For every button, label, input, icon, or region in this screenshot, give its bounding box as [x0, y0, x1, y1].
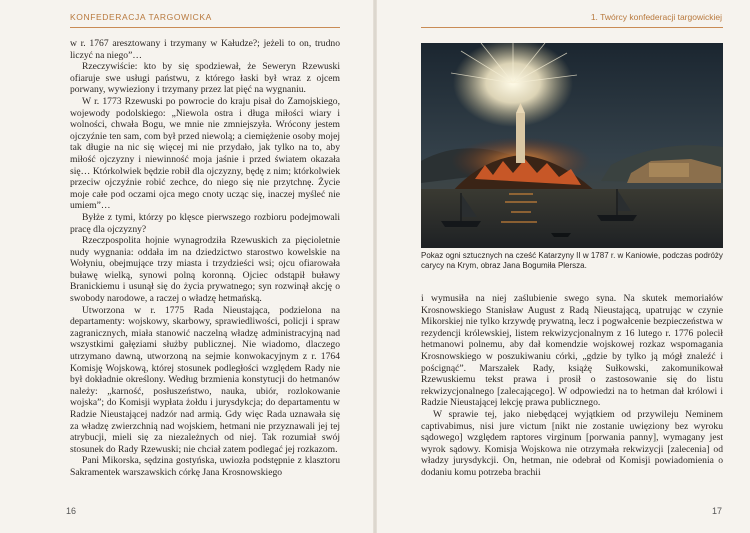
running-head-right: 1. Twórcy konfederacji targowickiej: [590, 12, 722, 22]
paragraph: Rzeczywiście: kto by się spodziewał, że Seweryn Rzewuski ofiaruje swe usługi państwu, z którego łaski był wraz z ojcem porwany, wywieziony i trzymany przez lat pięć na wygnaniu.: [70, 61, 340, 96]
running-head-left: KONFEDERACJA TARGOWICKA: [70, 12, 212, 22]
page-number-left: 16: [66, 506, 77, 516]
header-rule-left: [70, 27, 340, 28]
right-page: [377, 0, 750, 533]
figure-caption: Pokaz ogni sztucznych na cześć Katarzyny II w 1787 r. w Kaniowie, podczas podróży carycy na Krym, obraz Jana Bogumiła Plersza.: [421, 251, 723, 271]
paragraph: i wymusiła na niej zaślubienie swego syna. Na skutek memoriałów Krosnowskiego Stanisław August z Radą Nieustającą, upatrując w czynie Mikorskiej nie tylko krzywdę prywatną, lecz i pogwałcenie bezpieczeństwa w rezydencji królewskiej, listem rekwizycjonalnym z 16 lutego r. 1776 polecił hetmanowi polnemu, aby dał komendzie wojskowej rozkaz wspomagania Krosnowskiego w poszukiwaniu córki, „gdzie by tylko ją mógł znaleźć i poścignąć”. Marszałek Rady, książę Sułkowski, zakomunikował Rzewuskiemu tekst prawa i prosił o zastosowanie się do listu rekwizycjonalnego [zalecającego]. W odpowiedzi na to hetman dał królowi i Radzie Nieustającej lekcję prawa publicznego.: [421, 293, 723, 409]
paragraph: Pani Mikorska, sędzina gostyńska, uwiozła podstępnie z klasztoru Sakramentek warszawskich córkę Jana Krosnowskiego: [70, 455, 340, 478]
fireworks-painting: [421, 43, 723, 248]
left-page-body: [70, 38, 340, 479]
paragraph: W sprawie tej, jako niebędącej wyjątkiem od przywileju Neminem captivabimus, nisi jure victum [nikt nie zostanie uwięziony bez wyroku sądowego] względem raptores virginum [porwania panny], wymagany jest wyrok sądowy. Komisja Wojskowa nie otrzymała rekwizycji [zalecenia] od władzy jurysdykcji. On, hetman, nie odebrał od Komisji powiadomienia o dodaniu komu potrzeba brachii: [421, 408, 723, 478]
paragraph: Rzeczpospolita hojnie wynagrodziła Rzewuskich za pięcioletnie nudy wygnania: oddała im na dziedzictwo starostwo kowelskie na Wołyniu, obejmujące trzy miasta i trzydzieści wsi; ojcu ofiarowała buławę wielką, synowi polną koronną. Ojciec odstąpił buławy Branickiemu i usunął się do życia prywatnego; syn rozwinął akcję o swobody narodowe, a raczej o władzę hetmańską.: [70, 235, 340, 305]
paragraph: Utworzona w r. 1775 Rada Nieustająca, podzielona na departamenty: wojskowy, skarbowy, sprawiedliwości, policji i spraw zagranicznych, miała stanowić naczelną władzę administracyjną nad wszystkimi gałęziami służby publicznej. Nie wiadomo, dlaczego utrzymano dawną, utworzoną na sejmie konwokacyjnym z r. 1764 Komisję Wojskową, której stosunek podległości względem Rady nie był dokładnie określony. Według brzmienia konstytucji do hetmanów należy: „karność, posłuszeństwo, nauka, ubiór, rozlokowanie wojska”; do Komisji wypłata żołdu i jurysdykcja; do departamentu w Radzie Nieustającej nadzór nad armią. Gdy więc Rada uznawała się za władzę zwierzchnią nad wojskiem, hetmani nie przyznawali jej tej atrybucji, mieli się za niezależnych od niej. Tak rozumiał swój stosunek do Rady Rzewuski; nie chciał zatem podlegać jej rozkazom.: [70, 304, 340, 455]
header-rule-right: [421, 27, 723, 28]
right-page-body: [421, 293, 723, 479]
paragraph: w r. 1767 aresztowany i trzymany w Kałudze?; jeżeli to on, trudno liczyć na niego”…: [70, 38, 340, 61]
left-page: [0, 0, 373, 533]
page-number-right: 17: [711, 506, 722, 516]
painting-illustration: [421, 43, 723, 248]
paragraph: W r. 1773 Rzewuski po powrocie do kraju pisał do Zamojskiego, wojewody podolskiego: „Niewola ostra i długa miłości wiary i wolności, chwała Bogu, we mnie nie zmniejszyła. Wrócony jestem ojczyźnie ten sam, com był przed niewolą; a ciemiężenie osoby mojej tak długie na nic się więcej mi nie przydało, jak tylko na to, aby miłość ojczyzny i niewinność moja jaśnie i przed światem okazała się… Którkolwiek będzie robił dla ojczyzny, będę z nim; którkolwiek przeciw ojczyźnie robić zechce, do niego się nie przytchnę. Życie moje całe pod oczami ojca mego cnoty ucząc się, inaczej myśleć nie umiem”…: [70, 95, 340, 212]
paragraph: Byłże z tymi, którzy po klęsce pierwszego rozbioru podejmowali pracę dla ojczyzny?: [70, 211, 340, 235]
